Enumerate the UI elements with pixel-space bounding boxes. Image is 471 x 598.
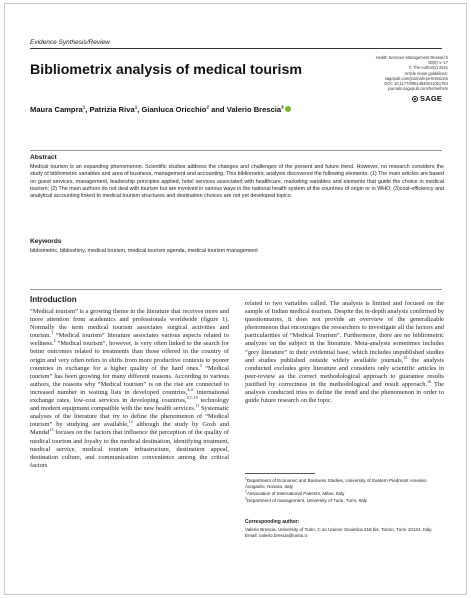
abstract-text: Medical tourism is an expanding phenomenon. Scientific studies address the changes and challenges of the present and future trend. However, no research considers the study of bibliometric variables and area of business, management and accounting. This bibliometric analysis discovered the following elements: (1) The main articles are based on guest services, management, leadership principles applied, hotel services associated with healthcare, marketing variables and elements that guide the choice in medical tourism; (2) The main authors do not deal with tourism but are involved in various ways in the national health system of the countries of origin or in WHO; (3)cost-efficiency and analytical accounting linked to medical tourism structures and destination choices are not yet developed topics. [30,164,444,200]
keywords-text: bibliometric, biblioshiny, medical tourism, medical tourism agenda, medical tourism management [30,248,258,254]
affiliations [245,478,445,505]
affiliation-item [245,491,445,497]
publisher-logo [412,94,442,103]
body-text: Systematic analyses of the literature that try to define the phenomenon of “Medical tourism” by studying are available, [30,405,229,429]
author-name: Valerio Brescia [226,104,282,114]
body-text: “Medical tourism”, however, is very often linked to the search for better outcomes related to treatments than those offered in the country of origin and very often refers to shifts from more productive contexts to poorer countries in exchange for a higher quality of the hard ones. [30,340,229,372]
keywords-bottom-rule [30,289,442,290]
author-list [30,101,330,115]
citation-ref[interactable]: 16 [427,378,432,384]
keywords-heading: Keywords [30,238,62,245]
corresponding-address: Valerio Brescia, University of Turin, C.so Unione Sovietica 218 bis, Torino, Turin 10124, Italy. [245,527,433,532]
abstract-top-rule [30,150,442,151]
header-rule [30,48,442,49]
journal-name: Health Services Management Research [375,55,448,60]
introduction-heading: Introduction [30,295,77,304]
affiliation-number: 2 [245,489,247,494]
author-separator: and [208,104,227,114]
introduction-column-right [245,300,444,405]
journal-meta [348,55,448,91]
affiliation-item [245,498,445,504]
citation-ref[interactable]: 12 [128,419,133,425]
citation-ref[interactable]: 1 [51,330,54,336]
corresponding-author-heading: Corresponding author: [245,519,300,525]
introduction-column-left [30,308,229,470]
citation-ref[interactable]: 2 [53,338,56,344]
doi[interactable]: DOI: 10.1177/09514848211061784 [384,81,448,87]
citation-ref[interactable]: 4,7–10 [186,394,198,400]
permissions-link[interactable]: sagepub.com/journals-permissions [384,75,448,81]
author-name: Patrizia Riva [89,104,135,114]
orcid-icon[interactable] [285,106,291,112]
corresponding-author [245,527,445,539]
affiliation-text: Department of management, University of Turin, Turin, Italy [246,497,368,503]
citation-ref[interactable]: 13 [49,427,54,433]
copyright: © The Author(s) 2021 [408,65,448,71]
corresponding-email[interactable]: Email: valerio.brescia@unito.it [245,533,307,538]
sage-logo-icon [412,96,418,102]
author-name: Maura Campra [30,104,83,114]
author-affiliation-mark: 2 [206,104,209,109]
affiliation-number: 3 [245,496,247,501]
body-text: focuses on the factors that influence the perception of the quality of medical tourism and loyalty to the medical destination, identifying treatment, medical service, medical tourism infrastructure, destination appeal, destination culture, and communication convenience among the critical factors [30,429,229,469]
footnote-rule [245,473,315,474]
publisher-name: SAGE [420,94,443,103]
author-name: Gianluca Oricchio [141,104,207,114]
citation-ref[interactable]: 4–6 [187,386,194,392]
body-text: “Medical tourism” is a growing theme in the literature that receives more and more attention from academics and professionals worldwide (figure 1). Normally the term medical tourism associates surgical activities and tourism. [30,308,229,340]
journal-home-link[interactable]: journals.sagepub.com/home/hsm [387,86,448,92]
article-title: Bibliometrix analysis of medical tourism [30,62,303,78]
author-affiliation-mark: 1 [82,104,86,109]
body-text: although the study by Gosh and Mandal [30,421,229,437]
body-text: technology and modern equipment compatible with the new health services. [30,397,229,413]
body-text: international exchange rates, low-cost services in developing countries, [30,388,229,405]
citation-ref[interactable]: 3 [199,362,202,368]
affiliation-text: Department of Economic and Business Studies, University of Eastern Piedmont Amedeo Avogadro, Novara, Italy [245,478,427,489]
affiliation-number: 1 [245,476,247,481]
author-affiliation-mark: 1 [134,104,138,109]
affiliation-item [245,478,445,490]
author-separator: , [137,104,142,114]
reuse-label: Article reuse guidelines: [404,70,448,76]
body-text: “Medical tourism” literature associates various aspects related to wellness. [30,332,229,348]
author-separator: , [85,104,90,114]
journal-volume: 00(0) 1–17 [428,60,448,66]
article-type-label: Evidence Synthesis/Review [30,39,110,46]
citation-ref[interactable]: 15 [403,354,408,360]
affiliation-text: Association of International Patients, Milan, Italy [246,490,345,496]
abstract-heading: Abstract [30,154,57,161]
body-text: the analysis conducted excludes grey literature and considers only scientific articles in peer-review as the correct methodological approach to guarantee results justified by correctness in the methodological and result approach. [245,356,444,388]
author-affiliation-mark: 3 [281,104,284,109]
body-text: The analysis conducted tries to define the trend and the phenomenon in order to guide future research on the topic. [245,380,444,405]
body-text: related to two variables called. The analysis is limited and focused on the sample of Indian medical tourism. Despite the in-depth analysis confirmed by questionnaires, it does not provide an overview of the generalizable phenomenon that encourages the researchers to investigate all the factors and particularities of “Medical Tourism”. Furthermore, there are no bibliometric analyzes on the subject in the literature. Meta-analysts sometimes includes “grey literature” in their evidential base, which includes unpublished studies and studies published outside widely available journals, [245,300,444,364]
body-text: “Medical tourism” has been growing for many different reasons. According to various authors, the reasons why “Medical tourism” is on the rise are connected to increased number in waiting lists in developed countries, [30,364,229,396]
citation-ref[interactable]: 11 [195,403,200,408]
